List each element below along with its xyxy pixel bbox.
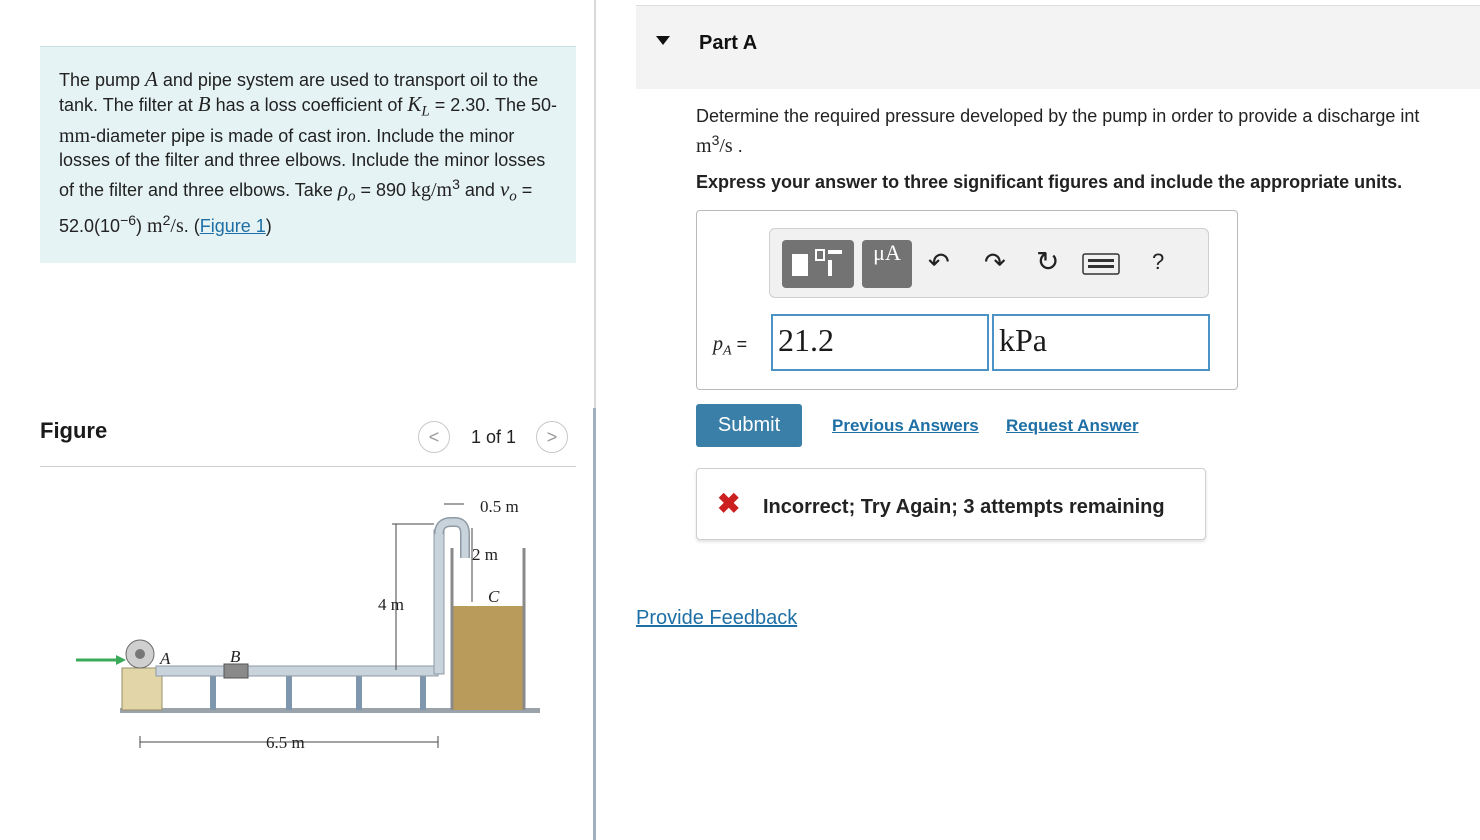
label-0-5m: 0.5 m [480,497,519,516]
undo-icon[interactable]: ↶ [928,247,950,277]
figure-header [40,416,576,467]
pipe-support [286,674,292,710]
label-c: C [488,587,500,606]
viscosity-unit-exponent: 2 [162,212,171,229]
figure-title: Figure [40,418,108,443]
templates-icon [782,240,854,288]
value-input[interactable]: 21.2 [771,314,989,371]
x-icon: ✖ [717,488,741,519]
redo-icon[interactable]: ↷ [984,247,1006,277]
keyboard-icon[interactable] [1082,251,1120,281]
right-pane [636,0,1480,840]
label-4m: 4 m [378,595,404,614]
density-variable: ρ [337,176,348,201]
density-unit: kg/m [410,178,453,201]
viscosity-variable: ν [499,176,510,201]
previous-figure-button[interactable] [418,421,450,453]
chevron-right-icon: > [546,427,558,447]
previous-answers-link[interactable]: Previous Answers [832,416,979,435]
pane-resize-handle[interactable] [593,408,596,840]
problem-text: = 890 [355,179,411,200]
pipe-support [210,674,216,710]
provide-feedback-link[interactable]: Provide Feedback [636,607,798,629]
loss-coefficient-subscript: L [421,103,430,120]
templates-button[interactable] [782,240,854,288]
viscosity-subscript: o [509,188,517,205]
answer-variable-subscript: A [723,343,732,359]
units-button[interactable] [862,240,912,288]
label-2m: 2 m [472,545,498,564]
figure-pager-text: 1 of 1 [471,427,517,447]
problem-text: = 52.0(10 [59,179,533,237]
problem-text: -diameter pipe is made of cast iron. Include the minor losses of the filter and three elbows. Include the minor losses of the filter and three elbows. Take [59,125,546,200]
pipe-support [356,674,362,710]
diameter-unit: mm [59,124,91,147]
label-6-5m: 6.5 m [266,733,305,752]
answer-box [696,210,1238,390]
math-toolbar [769,228,1209,298]
inflow-arrowhead [116,655,126,665]
discharge-unit-tail: /s [719,135,733,157]
label-b: B [230,647,241,666]
discharge-unit-exponent: 3 [711,132,720,148]
instruction-text: Express your answer to three significant figures and include the appropriate units. [696,172,1403,192]
problem-text: and pipe system are used to transport oil to the tank. The filter at [59,70,539,115]
problem-statement [40,46,576,263]
problem-text: = 2.30. The 50- [429,95,557,115]
pipe-support [420,674,426,710]
pump-variable: A [145,67,158,91]
problem-text: The pump [59,70,146,90]
viscosity-unit-tail: /s [170,215,184,238]
vertical-pipe [434,530,444,674]
question-text: Determine the required pressure developed by the pump in order to provide a discharge int $m^3/s$ . [696,106,1420,157]
next-figure-button[interactable] [536,421,568,453]
discharge-unit: m [696,135,712,157]
viscosity-unit: m [147,215,163,238]
answer-label: $p_A$ = [713,333,748,359]
figure-link[interactable]: Figure 1 [199,216,266,237]
oil-fill [452,606,524,710]
submit-button[interactable]: Submit [696,404,802,447]
units-label: μA [873,240,901,265]
chevron-left-icon: < [428,427,440,447]
viscosity-exponent: −6 [120,212,137,229]
request-answer-link[interactable]: Request Answer [1006,416,1139,435]
pump-hub [135,649,145,659]
problem-text: ) [265,216,272,237]
density-subscript: o [347,188,356,205]
reset-icon[interactable]: ↻ [1036,246,1060,277]
unit-input[interactable]: kPa [992,314,1210,371]
problem-text: . ( [183,216,200,237]
density-unit-exponent: 3 [452,175,460,192]
left-pane [0,0,595,840]
feedback-message [696,468,1206,540]
problem-text: ) [136,216,148,237]
help-button[interactable] [1152,247,1164,277]
filter-variable: B [197,92,211,116]
part-title: Part A [699,32,758,54]
caret-down-icon [656,36,670,45]
help-label: ? [1152,249,1165,274]
label-a: A [160,649,171,668]
answer-variable: p [713,333,723,355]
feedback-text: Incorrect; Try Again; 3 attempts remaining [763,496,1165,518]
filter-b [224,664,248,678]
problem-text: has a loss coefficient of [210,95,408,115]
problem-text: and [459,179,500,200]
pump-pipe-diagram [60,488,560,758]
part-a-header[interactable] [636,5,1480,89]
loss-coefficient-variable: K [407,92,422,116]
